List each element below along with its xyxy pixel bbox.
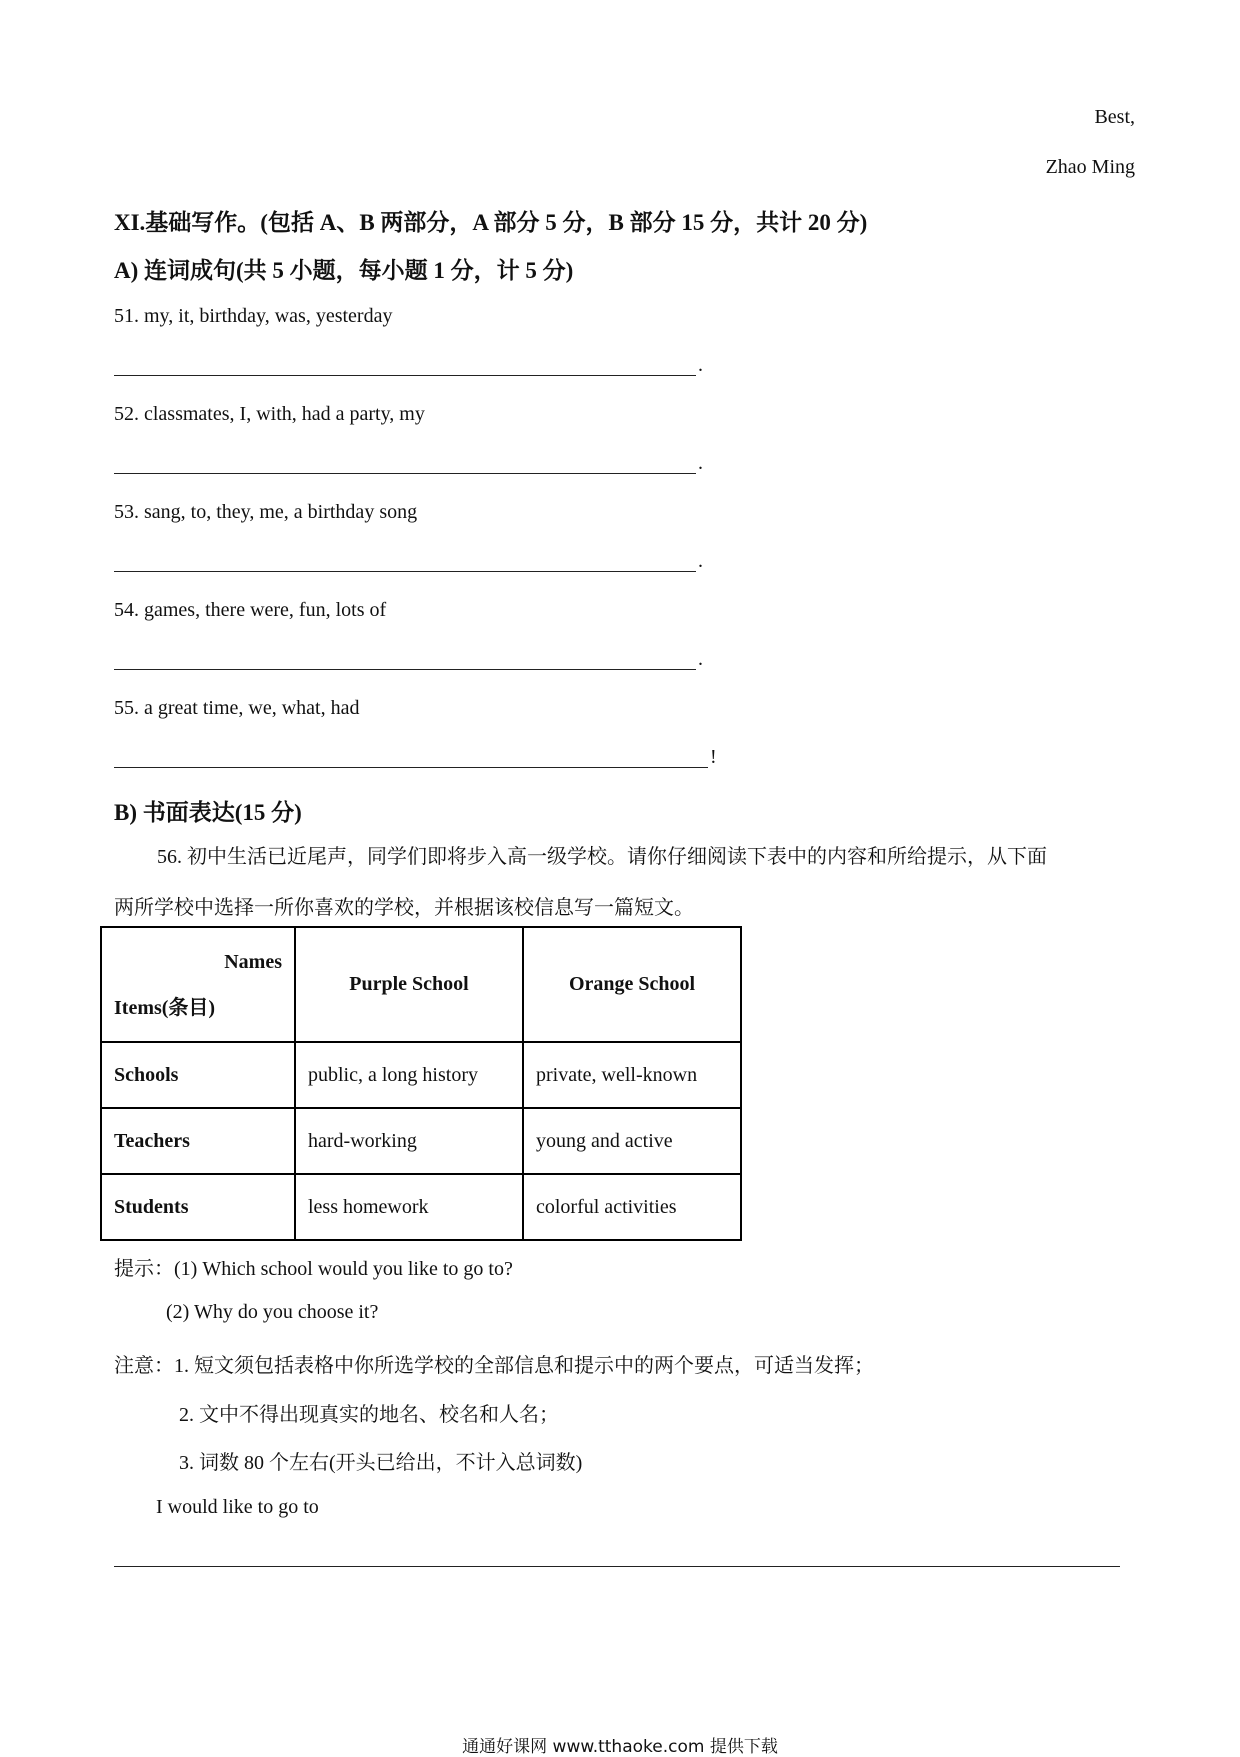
hint-1: (1) Which school would you like to go to? xyxy=(174,1258,513,1280)
question-54: 54. games, there were, fun, lots of xyxy=(114,599,387,621)
section-title: XI.基础写作。(包括 A、B 两部分，A 部分 5 分，B 部分 15 分，共计 20 分) xyxy=(114,210,868,235)
answer-end-54: . xyxy=(698,648,703,670)
hints-label: 提示： xyxy=(114,1258,174,1280)
notes-label: 注意： xyxy=(114,1355,174,1377)
table-cell: private, well-known xyxy=(523,1042,741,1108)
answer-line-54[interactable] xyxy=(114,669,696,670)
essay-answer-line[interactable] xyxy=(114,1566,1120,1567)
notes-block xyxy=(114,1349,874,1378)
table-cell: hard-working xyxy=(295,1108,523,1174)
answer-end-51: . xyxy=(698,354,703,376)
letter-signature: Zhao Ming xyxy=(1045,156,1135,178)
question-52: 52. classmates, I, with, had a party, my xyxy=(114,403,425,425)
part-b-intro xyxy=(114,832,1134,934)
table-corner-header xyxy=(101,927,295,1042)
table-cell: public, a long history xyxy=(295,1042,523,1108)
part-b-title: B) 书面表达(15 分) xyxy=(114,800,302,825)
school-info-table xyxy=(100,926,742,1241)
answer-end-52: . xyxy=(698,452,703,474)
column-header-purple: Purple School xyxy=(295,927,523,1042)
answer-line-55[interactable] xyxy=(114,767,708,768)
intro-line-2: 两所学校中选择一所你喜欢的学校，并根据该校信息写一篇短文。 xyxy=(114,897,694,919)
note-3: 3. 词数 80 个左右(开头已给出，不计入总词数) xyxy=(179,1452,583,1474)
note-1: 1. 短文须包括表格中你所选学校的全部信息和提示中的两个要点，可适当发挥； xyxy=(174,1355,874,1377)
note-2: 2. 文中不得出现真实的地名、校名和人名； xyxy=(179,1404,559,1426)
row-label: Teachers xyxy=(101,1108,295,1174)
table-row xyxy=(101,1174,741,1240)
answer-end-53: . xyxy=(698,550,703,572)
page-footer: 通通好课网 www.tthaoke.com 提供下载 xyxy=(462,1737,778,1757)
intro-line-1: 56. 初中生活已近尾声，同学们即将步入高一级学校。请你仔细阅读下表中的内容和所给提示，从下面 xyxy=(157,846,1047,868)
letter-closing: Best, xyxy=(1094,106,1135,128)
question-53: 53. sang, to, they, me, a birthday song xyxy=(114,501,418,523)
table-cell: young and active xyxy=(523,1108,741,1174)
essay-starter: I would like to go to xyxy=(156,1496,319,1518)
header-items: Items(条目) xyxy=(114,996,216,1019)
answer-line-52[interactable] xyxy=(114,473,696,474)
table-cell: less homework xyxy=(295,1174,523,1240)
hints-block xyxy=(114,1252,513,1281)
row-label: Schools xyxy=(101,1042,295,1108)
table-row xyxy=(101,1108,741,1174)
header-names: Names xyxy=(224,950,282,973)
question-55: 55. a great time, we, what, had xyxy=(114,697,360,719)
table-row xyxy=(101,1042,741,1108)
answer-line-51[interactable] xyxy=(114,375,696,376)
answer-end-55: ! xyxy=(710,746,717,768)
question-51: 51. my, it, birthday, was, yesterday xyxy=(114,305,393,327)
table-cell: colorful activities xyxy=(523,1174,741,1240)
part-a-title: A) 连词成句(共 5 小题，每小题 1 分，计 5 分) xyxy=(114,258,574,283)
hint-2: (2) Why do you choose it? xyxy=(166,1301,379,1323)
column-header-orange: Orange School xyxy=(523,927,741,1042)
row-label: Students xyxy=(101,1174,295,1240)
answer-line-53[interactable] xyxy=(114,571,696,572)
